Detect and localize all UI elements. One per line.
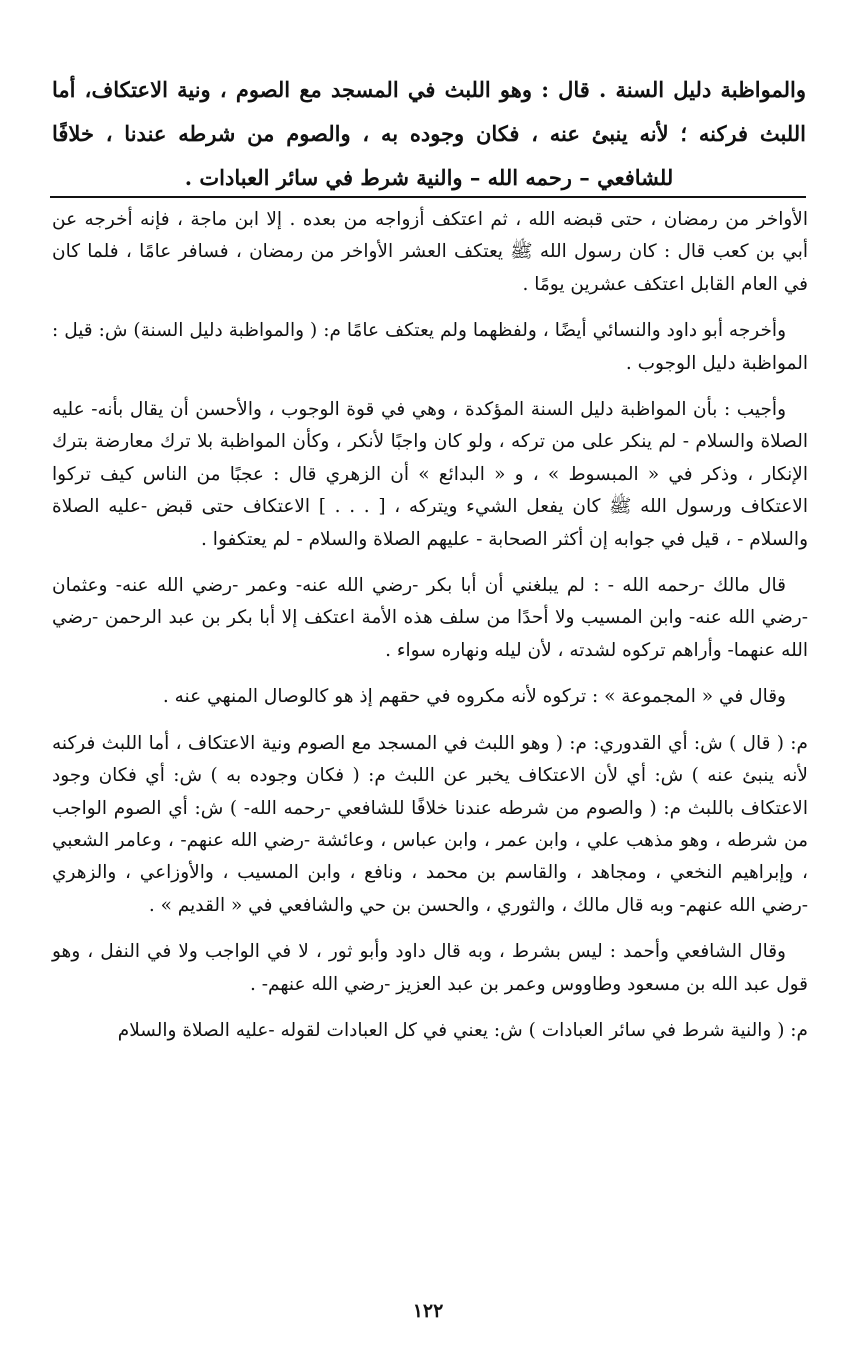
matn-text: والمواظبة دليل السنة . قال : وهو اللبث في المسجد مع الصوم ، ونية الاعتكاف، أما اللبث فركنه ؛ لأنه ينبئ عنه ، فكان وجوده به ، والصوم من شرطه عندنا ، خلافًا للشافعي – رحمه الله – والنية شرط في سائر العبادات .	[52, 77, 806, 190]
commentary-paragraph: م: ( قال ) ش: أي القدوري: م: ( وهو اللبث في المسجد مع الصوم ونية الاعتكاف ، أما اللبث فركنه لأنه ينبئ عنه ) ش: أي لأن الاعتكاف يخبر عن اللبث م: ( فكان وجوده به ) ش: أي فكان وجود الاعتكاف باللبث م: ( والصوم من شرطه عندنا خلافًا للشافعي -رحمه الله- ) ش: أي الصوم الواجب من شرطه ، وهو مذهب علي ، وابن عمر ، وابن عباس ، وعائشة -رضي الله عنهم- ، وعامر الشعبي ، وإبراهيم النخعي ، ومجاهد ، والقاسم بن محمد ، ونافع ، وابن المسيب ، والأوزاعي ، والزهري -رضي الله عنهم- وبه قال مالك ، والثوري ، والحسن بن حي والشافعي في « القديم » .	[52, 732, 808, 916]
commentary-paragraph: وأخرجه أبو داود والنسائي أيضًا ، ولفظهما ولم يعتكف عامًا م: ( والمواظبة دليل السنة) ش: قيل : المواظبة دليل الوجوب .	[52, 320, 808, 374]
page-number: ١٢٢	[412, 1300, 444, 1322]
separator-rule	[50, 196, 806, 198]
commentary-paragraph: وقال في « المجموعة » : تركوه لأنه مكروه في حقهم إذ هو كالوصال المنهي عنه .	[162, 686, 786, 708]
commentary-paragraph: الأواخر من رمضان ، حتى قبضه الله ، ثم اعتكف أزواجه من بعده . إلا ابن ماجة ، فإنه أخرجه عن أبي بن كعب قال : كان رسول الله ﷺ يعتكف العشر الأواخر من رمضان ، فسافر عامًا ، فلما كان في العام القابل اعتكف عشرين يومًا .	[52, 209, 808, 295]
commentary-paragraph: م: ( والنية شرط في سائر العبادات ) ش: يعني في كل العبادات لقوله -عليه الصلاة والسلام	[117, 1019, 808, 1041]
commentary-paragraph: وأجيب : بأن المواظبة دليل السنة المؤكدة ، وهي في قوة الوجوب ، والأحسن أن يقال بأنه- عليه الصلاة والسلام - لم ينكر على من تركه ، ولو كان واجبًا لأنكر ، وكأن المواظبة بلا ترك معارضة بترك الإنكار ، وذكر في « المبسوط » ، و « البدائع » أن الزهري قال : عجبًا من الناس كيف تركوا الاعتكاف ورسول الله ﷺ كان يفعل الشيء ويتركه ، [ . . . ] الاعتكاف حتى قبض -عليه الصلاة والسلام - ، قيل في جوابه إن أكثر الصحابة - عليهم الصلاة والسلام - لم يعتكفوا .	[52, 399, 808, 550]
commentary-paragraph: وقال الشافعي وأحمد : ليس بشرط ، وبه قال داود وأبو ثور ، لا في الواجب ولا في النفل ، وهو قول عبد الله بن مسعود وطاووس وعمر بن عبد العزيز -رضي الله عنهم- .	[52, 941, 808, 995]
commentary-paragraph: قال مالك -رحمه الله - : لم يبلغني أن أبا بكر -رضي الله عنه- وعمر -رضي الله عنه- وعثمان -رضي الله عنه- وابن المسيب ولا أحدًا من سلف هذه الأمة اعتكف إلا أبا بكر بن عبد الرحمن -رضي الله عنهما- وأراهم تركوه لشدته ، لأن ليله ونهاره سواء .	[52, 575, 808, 661]
commentary-body	[52, 204, 808, 1061]
